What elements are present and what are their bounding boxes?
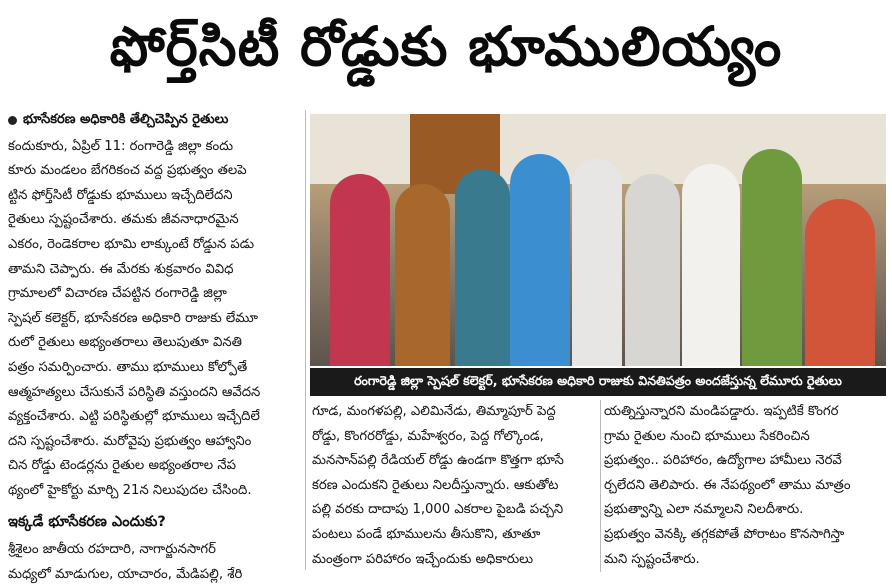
article-column-2 — [312, 400, 598, 572]
text-line: యత్నిస్తున్నారని మండిపడ్డారు. ఇప్పటికే కొంగర — [604, 404, 839, 419]
text-line: రైతులు స్పష్టంచేశారు. తమకు జీవనాధారమైన — [8, 212, 239, 228]
text-line: గూడ, మంగళపల్లి, ఎలిమినేడు, తిమ్మాపూర్ పెద్ద — [312, 404, 556, 419]
article-column-1 — [8, 108, 302, 587]
text-line: ట్టిన ఫోర్త్‌సిటీ రోడ్డుకు భూములు ఇచ్చేదిలేదని — [8, 187, 233, 203]
bullet-icon — [8, 116, 17, 125]
text-line: గ్రామ రైతుల నుంచి భూములు సేకరించిన — [604, 428, 810, 444]
photo-person — [805, 199, 875, 366]
text-line: ప్రభుత్వాన్ని ఎలా నమ్మాలని నిలదీశారు. — [604, 502, 804, 518]
text-line: మనసాన్‌పల్లి రేడియల్ రోడ్డు ఉండగా కొత్తగా భూసే — [312, 453, 564, 469]
photo-person — [455, 169, 510, 366]
text-line: మని స్పష్టంచేశారు. — [604, 551, 700, 567]
text-line: పంటలు పండే భూములను తీసుకొని, తూతూ — [312, 526, 541, 542]
text-line: రులో రైతులు అభ్యంతరాలు తెలుపుతూ వినతి — [8, 335, 242, 351]
column-divider — [305, 110, 306, 570]
photo-person — [510, 154, 570, 366]
text-line: రోడ్డు, కొంగరరోడ్డు, మహేశ్వరం, పెద్ద గోల్కొండ, — [312, 428, 544, 444]
article-column-3 — [604, 400, 888, 572]
col1-tail — [8, 538, 302, 587]
text-line: పత్రం సమర్పించారు. తాము భూములు కోల్పోతే — [8, 359, 248, 375]
subheading: ఇక్కడే భూసేకరణ ఎందుకు? — [8, 513, 166, 530]
photo-person — [330, 174, 390, 366]
text-line: ర్చలేదని తెలిపారు. ఈ నేపథ్యంలో తాము మాత్రం — [604, 477, 851, 493]
kicker — [8, 108, 302, 133]
photo-person — [682, 164, 740, 366]
photo-person — [742, 149, 802, 366]
text-line: ప్రభుత్వం.. పరిహారం, ఉద్యోగాల హామీలు నెరవే — [604, 453, 842, 469]
col1-body — [8, 135, 302, 504]
text-line: కందుకూరు, ఏప్రిల్ 11: రంగారెడ్డి జిల్లా కందు — [8, 138, 234, 154]
text-line: తామని చెప్పారు. ఈ మేరకు శుక్రవారం వివిధ — [8, 261, 234, 277]
text-line: థ్యంలో హైకోర్టు మార్చి 21న నిలుపుదల చేసింది. — [8, 482, 252, 498]
text-line: శ్రీశైలం జాతీయ రహదారి, నాగార్జునసాగర్ — [8, 542, 216, 558]
news-photo — [310, 114, 886, 366]
text-line: చిన రోడ్డు టెండర్లను రైతుల అభ్యంతరాల నేప — [8, 458, 236, 474]
photo-person — [572, 159, 622, 366]
text-line: మంత్రంగా పరిహారం ఇచ్చేందుకు అధికారులు — [312, 551, 534, 567]
text-line: దని స్పష్టంచేశారు. మరోవైపు ప్రభుత్వం ఆహ్వానిం — [8, 433, 252, 449]
photo-person — [395, 184, 450, 366]
text-line: స్పెషల్ కలెక్టర్, భూసేకరణ అధికారి రాజుకు లేమూ — [8, 310, 258, 326]
text-line: ప్రభుత్వం వెనక్కి తగ్గకపోతే పోరాటం కొనసాగిస్తా — [604, 526, 845, 542]
photo-person — [625, 174, 680, 366]
photo-caption: రంగారెడ్డి జిల్లా స్పెషల్ కలెక్టర్, భూసేకరణ అధికారి రాజుకు వినతిపత్రం అందజేస్తున్న లేమూరు రైతులు — [310, 368, 886, 396]
kicker-text: భూసేకరణ అధికారికి తేల్చిచెప్పిన రైతులు — [23, 112, 229, 127]
text-line: పల్లి వరకు దాదాపు 1,000 ఎకరాల పైబడి పచ్చని — [312, 502, 564, 518]
text-line: ఆత్మహత్యలు చేసుకునే పరిస్థితి వస్తుందని ఆవేదన — [8, 384, 261, 400]
text-line: మధ్యలో మాడుగుల, యాచారం, మేడిపల్లి, శేరి — [8, 566, 243, 582]
text-line: కరణ ఎందుకని రైతులు నిలదీస్తున్నారు. ఆకుతోట — [312, 477, 559, 493]
text-line: గ్రామాలలో విచారణ చేపట్టిన రంగారెడ్డి జిల్లా — [8, 286, 227, 302]
text-line: కూరు మండలం బేగరికంచ వద్ద ప్రభుత్వం తలపె — [8, 163, 247, 179]
column-divider — [600, 400, 601, 572]
text-line: ఎకరం, రెండెకరాల భూమి లాక్కుంటే రోడ్డున పడు — [8, 236, 255, 252]
text-line: వ్యక్తంచేశారు. ఎట్టి పరిస్థితుల్లో భూములు ఇచ్చేదిలే — [8, 409, 260, 425]
headline: ఫోర్త్‌సిటీ రోడ్డుకు భూములియ్యం — [109, 14, 783, 78]
